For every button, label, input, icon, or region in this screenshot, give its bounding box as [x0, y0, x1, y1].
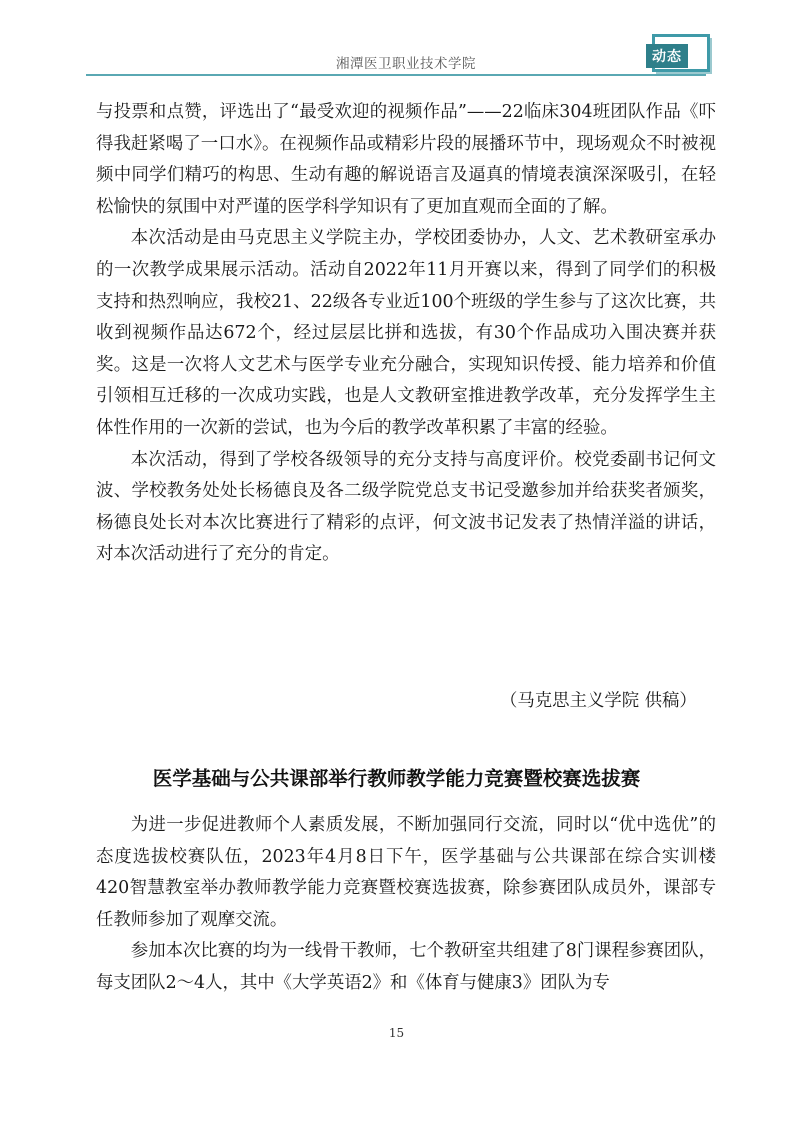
badge-label: 动态 [646, 44, 688, 68]
paragraph-5: 参加本次比赛的均为一线骨干教师，七个教研室共组建了8门课程参赛团队，每支团队2～4人，其中《大学英语2》和《体育与健康3》团队为专 [96, 941, 716, 993]
paragraph-3: 本次活动，得到了学校各级领导的充分支持与高度评价。校党委副书记何文波、学校教务处处长杨德良及各二级学院党总支书记受邀参加并给获奖者颁奖，杨德良处长对本次比赛进行了精彩的点评，何文波书记发表了热情洋溢的讲话，对本次活动进行了充分的肯定。 [96, 449, 716, 565]
article-2-body [96, 810, 716, 1000]
article-1-body [96, 97, 716, 571]
paragraph-2: 本次活动是由马克思主义学院主办，学校团委协办，人文、艺术教研室承办的一次教学成果展示活动。活动自2022年11月开赛以来，得到了同学们的积极支持和热烈响应，我校21、22级各专业近100个班级的学生参与了这次比赛，共收到视频作品达672个，经过层层比拼和选拔，有30个作品成功入围决赛并获奖。这是一次将人文艺术与医学专业充分融合，实现知识传授、能力培养和价值引领相互迁移的一次成功实践，也是人文教研室推进教学改革，充分发挥学生主体性作用的一次新的尝试，也为今后的教学改革积累了丰富的经验。 [96, 228, 716, 438]
article-source: （马克思主义学院 供稿） [500, 691, 697, 711]
section-badge [646, 34, 712, 74]
paragraph-1: 与投票和点赞，评选出了“最受欢迎的视频作品”——22临床304班团队作品《吓得我赶紧喝了一口水》。在视频作品或精彩片段的展播环节中，现场观众不时被视频中同学们精巧的构思、生动有趣的解说语言及逼真的情境表演深深吸引，在轻松愉快的氛围中对严谨的医学科学知识有了更加直观而全面的了解。 [96, 102, 716, 217]
paragraph-4: 为进一步促进教师个人素质发展，不断加强同行交流，同时以“优中选优”的态度选拔校赛队伍，2023年4月8日下午，医学基础与公共课部在综合实训楼420智慧教室举办教师教学能力竞赛暨校赛选拔赛，除参赛团队成员外，课部专任教师参加了观摩交流。 [96, 815, 716, 930]
header-title: 湘潭医卫职业技术学院 [336, 56, 476, 72]
header-divider [86, 74, 706, 76]
article-2-title: 医学基础与公共课部举行教师教学能力竞赛暨校赛选拔赛 [152, 767, 641, 790]
page-number: 15 [388, 1026, 405, 1040]
